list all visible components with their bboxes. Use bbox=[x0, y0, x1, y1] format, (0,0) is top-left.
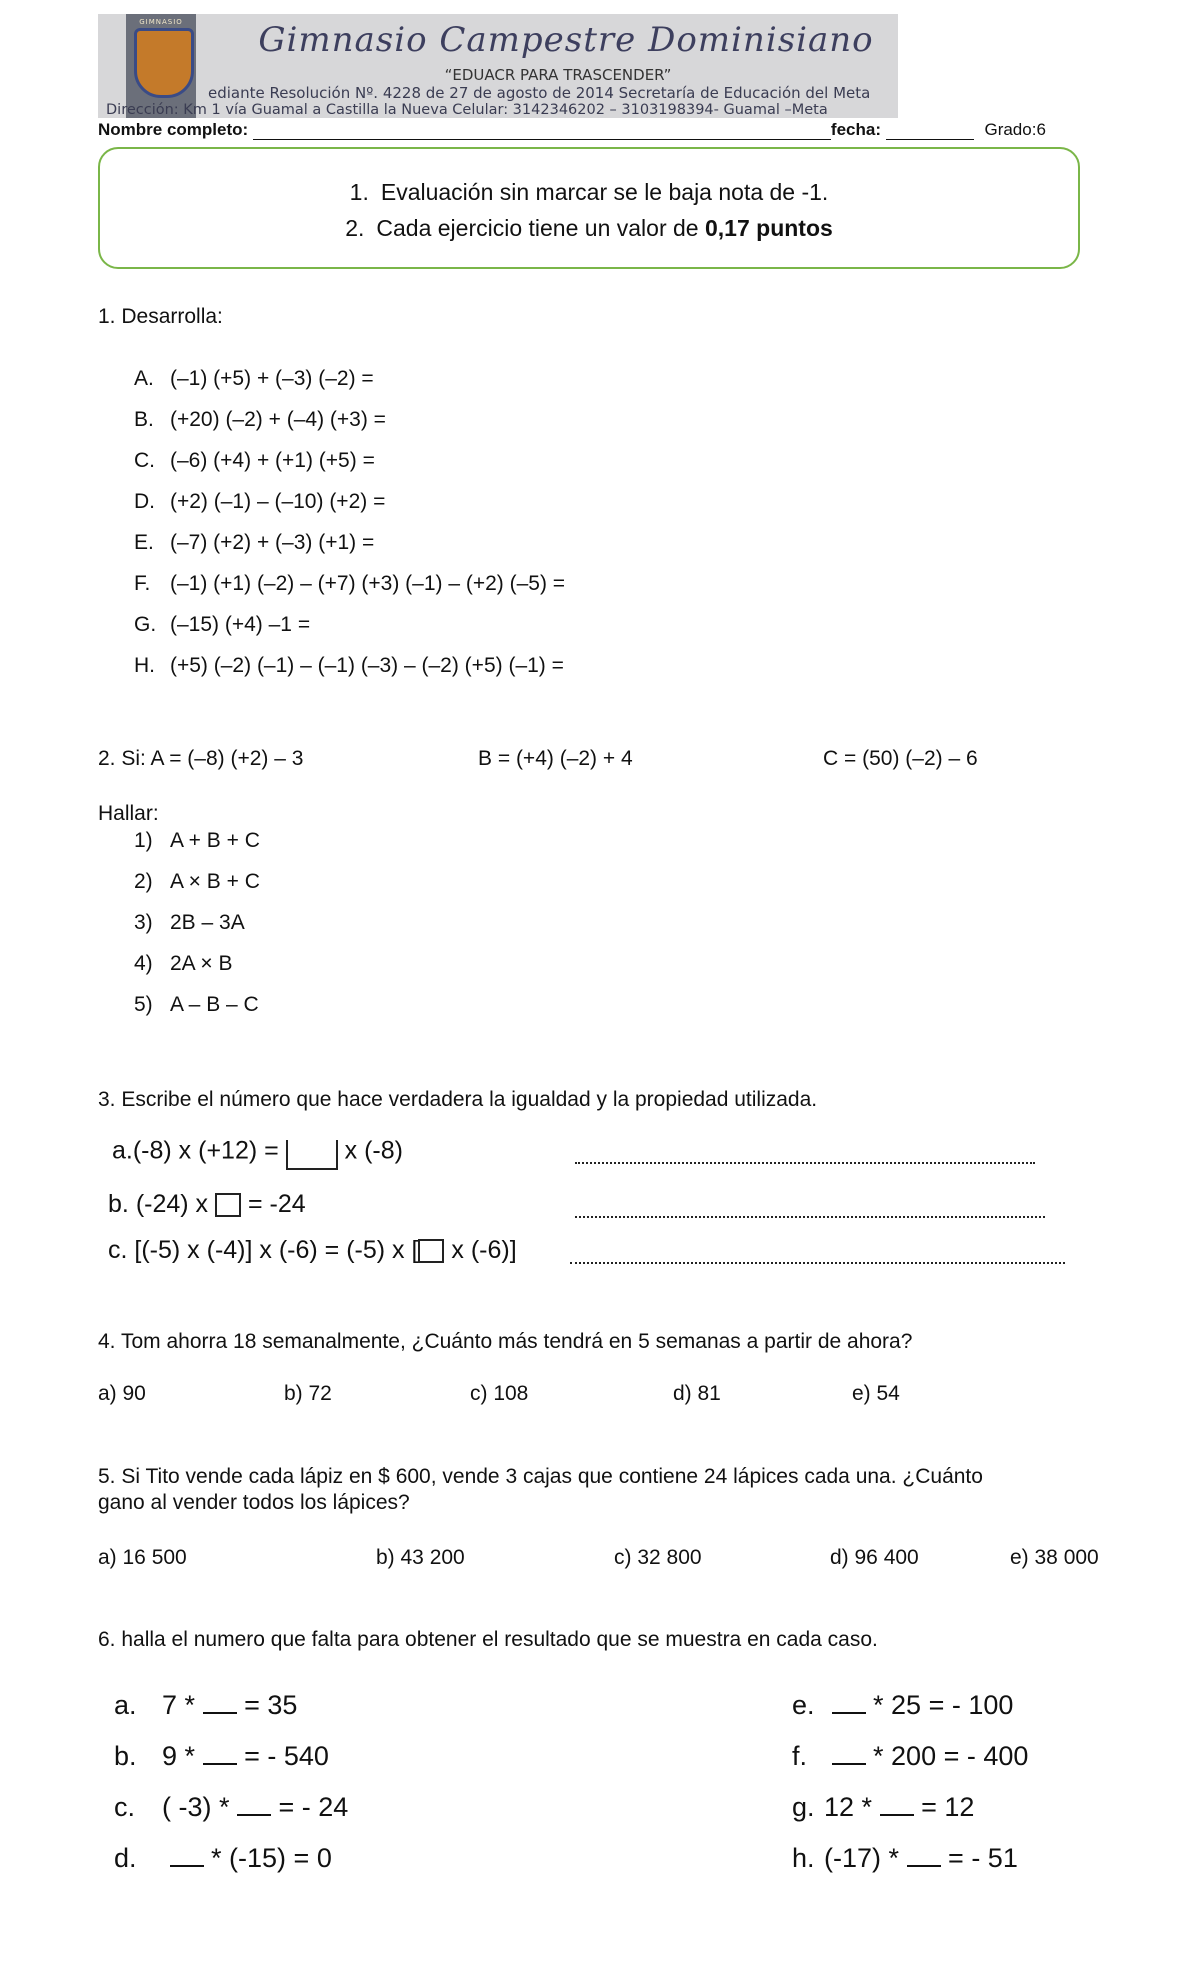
q1-item: F. (–1) (+1) (–2) – (+7) (+3) (–1) – (+2) (–5) = bbox=[134, 572, 566, 595]
answer-blank[interactable] bbox=[237, 1794, 271, 1816]
q4-title: 4. Tom ahorra 18 semanalmente, ¿Cuánto más tendrá en 5 semanas a partir de ahora? bbox=[98, 1330, 913, 1353]
q5-line-1: 5. Si Tito vende cada lápiz en $ 600, vende 3 cajas que contiene 24 lápices cada una. ¿Cuánto bbox=[98, 1465, 983, 1488]
answer-blank[interactable] bbox=[170, 1845, 204, 1867]
q2-hallar-label: Hallar: bbox=[98, 802, 159, 825]
student-info-line bbox=[98, 120, 1088, 140]
date-label: fecha: bbox=[830, 120, 881, 139]
answer-blank[interactable] bbox=[203, 1743, 237, 1765]
q4-option[interactable]: b) 72 bbox=[284, 1382, 332, 1405]
grade-label: Grado:6 bbox=[984, 120, 1046, 139]
q5-option[interactable]: b) 43 200 bbox=[376, 1546, 465, 1569]
q6-item-g: g. 12 * = 12 bbox=[792, 1792, 975, 1822]
q3-b-answer-line[interactable] bbox=[575, 1194, 1045, 1218]
q2-definition-c: C = (50) (–2) – 6 bbox=[823, 747, 978, 770]
school-name: Gimnasio Campestre Dominisiano bbox=[258, 20, 874, 60]
q4-option[interactable]: a) 90 bbox=[98, 1382, 146, 1405]
rule-1: 1. Evaluación sin marcar se le baja nota de -1. bbox=[349, 179, 829, 205]
q6-item-b: b. 9 * = - 540 bbox=[114, 1741, 329, 1771]
q2-item: 2) A × B + C bbox=[134, 870, 260, 893]
q2-item: 5) A – B – C bbox=[134, 993, 259, 1016]
q1-item: E. (–7) (+2) + (–3) (+1) = bbox=[134, 531, 375, 554]
q2-item: 3) 2B – 3A bbox=[134, 911, 245, 934]
rule-2: 2. Cada ejercicio tiene un valor de 0,17 puntos bbox=[345, 215, 833, 241]
q3-title: 3. Escribe el número que hace verdadera la igualdad y la propiedad utilizada. bbox=[98, 1088, 818, 1111]
school-header-banner bbox=[98, 14, 898, 118]
answer-blank[interactable] bbox=[907, 1845, 941, 1867]
q1-item: C. (–6) (+4) + (+1) (+5) = bbox=[134, 449, 375, 472]
answer-box[interactable] bbox=[286, 1140, 338, 1170]
instructions-box bbox=[98, 147, 1080, 269]
q4-option[interactable]: e) 54 bbox=[852, 1382, 900, 1405]
q1-item: H. (+5) (–2) (–1) – (–1) (–3) – (–2) (+5) (–1) = bbox=[134, 654, 564, 677]
q3-item-a: a.(-8) x (+12) = x (-8) bbox=[112, 1134, 403, 1170]
q5-option[interactable]: c) 32 800 bbox=[614, 1546, 702, 1569]
q4-option[interactable]: c) 108 bbox=[470, 1382, 529, 1405]
q2-item: 1) A + B + C bbox=[134, 829, 260, 852]
school-resolution: ediante Resolución Nº. 4228 de 27 de agosto de 2014 Secretaría de Educación del Meta bbox=[208, 84, 871, 102]
q6-item-c: c. ( -3) * = - 24 bbox=[114, 1792, 349, 1822]
date-blank[interactable] bbox=[886, 123, 974, 140]
q6-item-h: h. (-17) * = - 51 bbox=[792, 1843, 1018, 1873]
crest-shield-icon bbox=[134, 28, 194, 98]
q2-definition-a: 2. Si: A = (–8) (+2) – 3 bbox=[98, 747, 304, 770]
q3-item-c: c. [(-5) x (-4)] x (-6) = (-5) x [ x (-6)] bbox=[108, 1236, 517, 1264]
q6-item-e: e. * 25 = - 100 bbox=[792, 1690, 1014, 1720]
q5-option[interactable]: d) 96 400 bbox=[830, 1546, 919, 1569]
crest-label: GIMNASIO bbox=[139, 18, 183, 26]
name-label: Nombre completo: bbox=[98, 120, 249, 139]
q3-a-answer-line[interactable] bbox=[575, 1140, 1035, 1164]
q3-item-b: b. (-24) x = -24 bbox=[108, 1190, 306, 1218]
name-blank[interactable] bbox=[253, 123, 831, 140]
q1-item: B. (+20) (–2) + (–4) (+3) = bbox=[134, 408, 386, 431]
q1-title: 1. Desarrolla: bbox=[98, 305, 223, 328]
q6-item-f: f. * 200 = - 400 bbox=[792, 1741, 1029, 1771]
q6-item-a: a. 7 * = 35 bbox=[114, 1690, 298, 1720]
answer-box[interactable] bbox=[418, 1239, 444, 1263]
q1-item: G. (–15) (+4) –1 = bbox=[134, 613, 311, 636]
q5-line-2: gano al vender todos los lápices? bbox=[98, 1491, 410, 1514]
q2-definition-b: B = (+4) (–2) + 4 bbox=[478, 747, 633, 770]
q2-item: 4) 2A × B bbox=[134, 952, 233, 975]
answer-box[interactable] bbox=[215, 1193, 241, 1217]
answer-blank[interactable] bbox=[832, 1743, 866, 1765]
q1-item: A. (–1) (+5) + (–3) (–2) = bbox=[134, 367, 374, 390]
q5-option[interactable]: a) 16 500 bbox=[98, 1546, 187, 1569]
q4-option[interactable]: d) 81 bbox=[673, 1382, 721, 1405]
q6-title: 6. halla el numero que falta para obtener el resultado que se muestra en cada caso. bbox=[98, 1628, 878, 1651]
q6-item-d: d. * (-15) = 0 bbox=[114, 1843, 332, 1873]
answer-blank[interactable] bbox=[880, 1794, 914, 1816]
q5-option[interactable]: e) 38 000 bbox=[1010, 1546, 1099, 1569]
school-address: Dirección: Km 1 vía Guamal a Castilla la Nueva Celular: 3142346202 – 3103198394- Guamal –Meta bbox=[106, 102, 828, 118]
answer-blank[interactable] bbox=[203, 1692, 237, 1714]
q1-item: D. (+2) (–1) – (–10) (+2) = bbox=[134, 490, 386, 513]
answer-blank[interactable] bbox=[832, 1692, 866, 1714]
q3-c-answer-line[interactable] bbox=[570, 1240, 1065, 1264]
school-motto: “EDUACR PARA TRASCENDER” bbox=[444, 66, 672, 84]
